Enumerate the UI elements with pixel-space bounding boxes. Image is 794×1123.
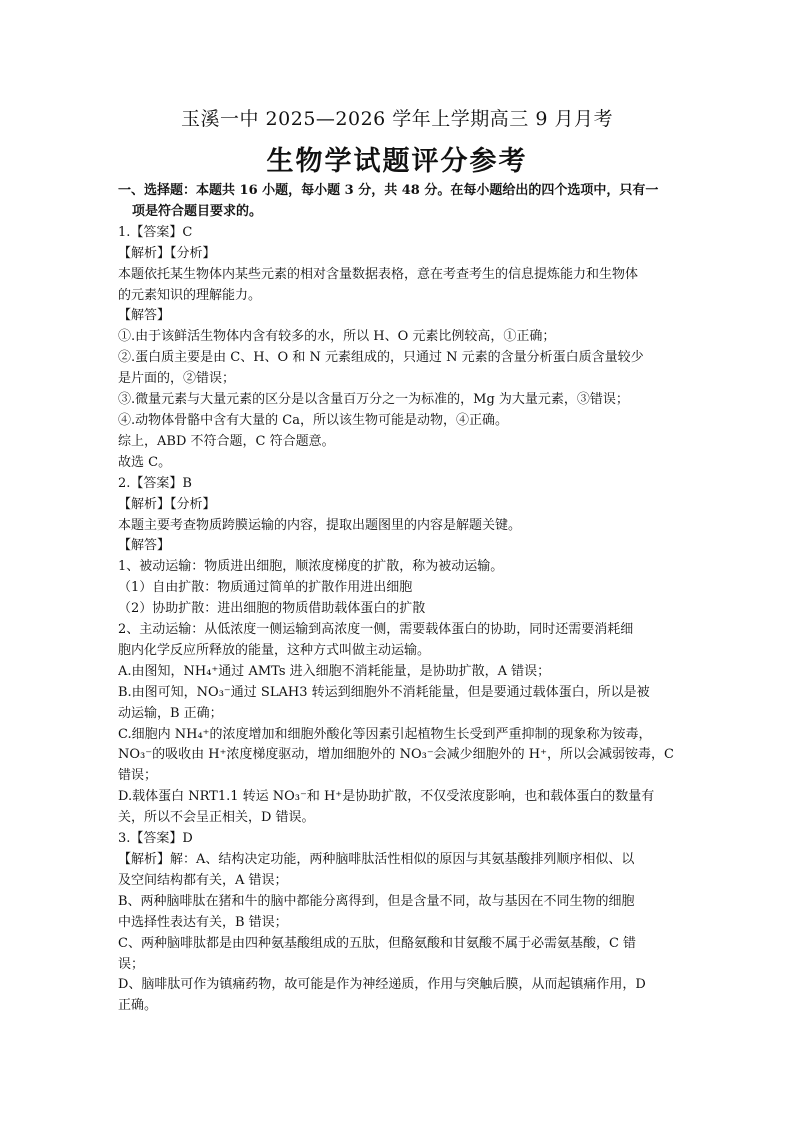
text-line: 错误； <box>118 768 158 784</box>
text-line: 中选择性表达有关，B 错误； <box>118 914 288 930</box>
text-line: 动运输，B 正确； <box>118 705 223 721</box>
text-line: 正确。 <box>118 998 158 1014</box>
text-line: （2）协助扩散：进出细胞的物质借助载体蛋白的扩散 <box>118 601 426 617</box>
text-line: 1、被动运输：物质进出细胞，顺浓度梯度的扩散，称为被动运输。 <box>118 559 504 575</box>
text-line: A.由图知，NH₄⁺通过 AMTs 进入细胞不消耗能量，是协助扩散，A 错误； <box>118 663 551 679</box>
text-line: 项是符合题目要求的。 <box>132 203 263 219</box>
text-line: 一、选择题：本题共 16 小题，每小题 3 分，共 48 分。在每小题给出的四个选项中，只有一 <box>118 183 659 198</box>
text-line: 2、主动运输：从低浓度一侧运输到高浓度一侧，需要载体蛋白的协助，同时还需要消耗细 <box>118 622 634 638</box>
text-line: C、两种脑啡肽都是由四种氨基酸组成的五肽，但酪氨酸和甘氨酸不属于必需氨基酸，C 错 <box>118 935 637 951</box>
text-line: 本题主要考查物质跨膜运输的内容，提取出题图里的内容是解题关键。 <box>118 517 522 533</box>
text-line: 本题依托某生物体内某些元素的相对含量数据表格，意在考查考生的信息提炼能力和生物体 <box>118 266 639 282</box>
text-line: 【解析】解：A、结构决定功能，两种脑啡肽活性相似的原因与其氨基酸排列顺序相似、以 <box>118 852 635 867</box>
text-line: B.由图可知，NO₃⁻通过 SLAH3 转运到细胞外不消耗能量，但是要通过载体蛋白，所以是被 <box>118 684 650 700</box>
text-line: 3.【答案】D <box>118 831 193 847</box>
text-line: D、脑啡肽可作为镇痛药物，故可能是作为神经递质，作用与突触后膜，从而起镇痛作用，D <box>118 977 646 993</box>
text-line: 胞内化学反应所释放的能量，这种方式叫做主动运输。 <box>118 642 431 658</box>
text-line: （1）自由扩散：物质通过简单的扩散作用进出细胞 <box>118 580 413 596</box>
text-line: B、两种脑啡肽在猪和牛的脑中都能分离得到，但是含量不同，故与基因在不同生物的细胞 <box>118 893 635 909</box>
text-line: 【解析】【分析】 <box>118 496 216 512</box>
text-line: 关，所以不会呈正相关，D 错误。 <box>118 810 315 826</box>
text-line: 的元素知识的理解能力。 <box>118 287 262 303</box>
answer-body <box>118 181 696 1017</box>
text-line: D.载体蛋白 NRT1.1 转运 NO₃⁻和 H⁺是协助扩散，不仅受浓度影响，也和载体蛋白的数量有 <box>118 789 655 805</box>
text-line: 【解答】 <box>118 538 171 554</box>
text-line: 综上，ABD 不符合题，C 符合题意。 <box>118 433 335 449</box>
exam-title: 玉溪一中 2025—2026 学年上学期高三 9 月月考 <box>181 108 613 130</box>
text-line: C.细胞内 NH₄⁺的浓度增加和细胞外酸化等因素引起植物生长受到严重抑制的现象称为铵毒， <box>118 726 652 742</box>
document-title: 生物学试题评分参考 <box>266 146 528 177</box>
text-line: 2.【答案】B <box>118 475 192 491</box>
text-line: 是片面的，②错误； <box>118 371 236 387</box>
text-line: ④.动物体骨骼中含有大量的 Ca，所以该生物可能是动物，④正确。 <box>118 412 508 428</box>
text-line: 故选 C。 <box>118 454 172 470</box>
text-line: 及空间结构都有关，A 错误； <box>118 872 288 888</box>
text-line: 【解答】 <box>118 308 171 324</box>
text-line: ③.微量元素与大量元素的区分是以含量百万分之一为标准的，Mg 为大量元素，③错误； <box>118 392 629 408</box>
text-line: ②.蛋白质主要是由 C、H、O 和 N 元素组成的，只通过 N 元素的含量分析蛋白质含量较少 <box>118 350 644 366</box>
text-line: 【解析】【分析】 <box>118 245 216 261</box>
text-line: ①.由于该鲜活生物体内含有较多的水，所以 H、O 元素比例较高，①正确； <box>118 329 556 345</box>
text-line: 误； <box>118 956 145 972</box>
text-line: 1.【答案】C <box>118 224 193 240</box>
text-line: NO₃⁻的吸收由 H⁺浓度梯度驱动，增加细胞外的 NO₃⁻会减少细胞外的 H⁺，所以会减弱铵毒，C <box>118 747 674 763</box>
